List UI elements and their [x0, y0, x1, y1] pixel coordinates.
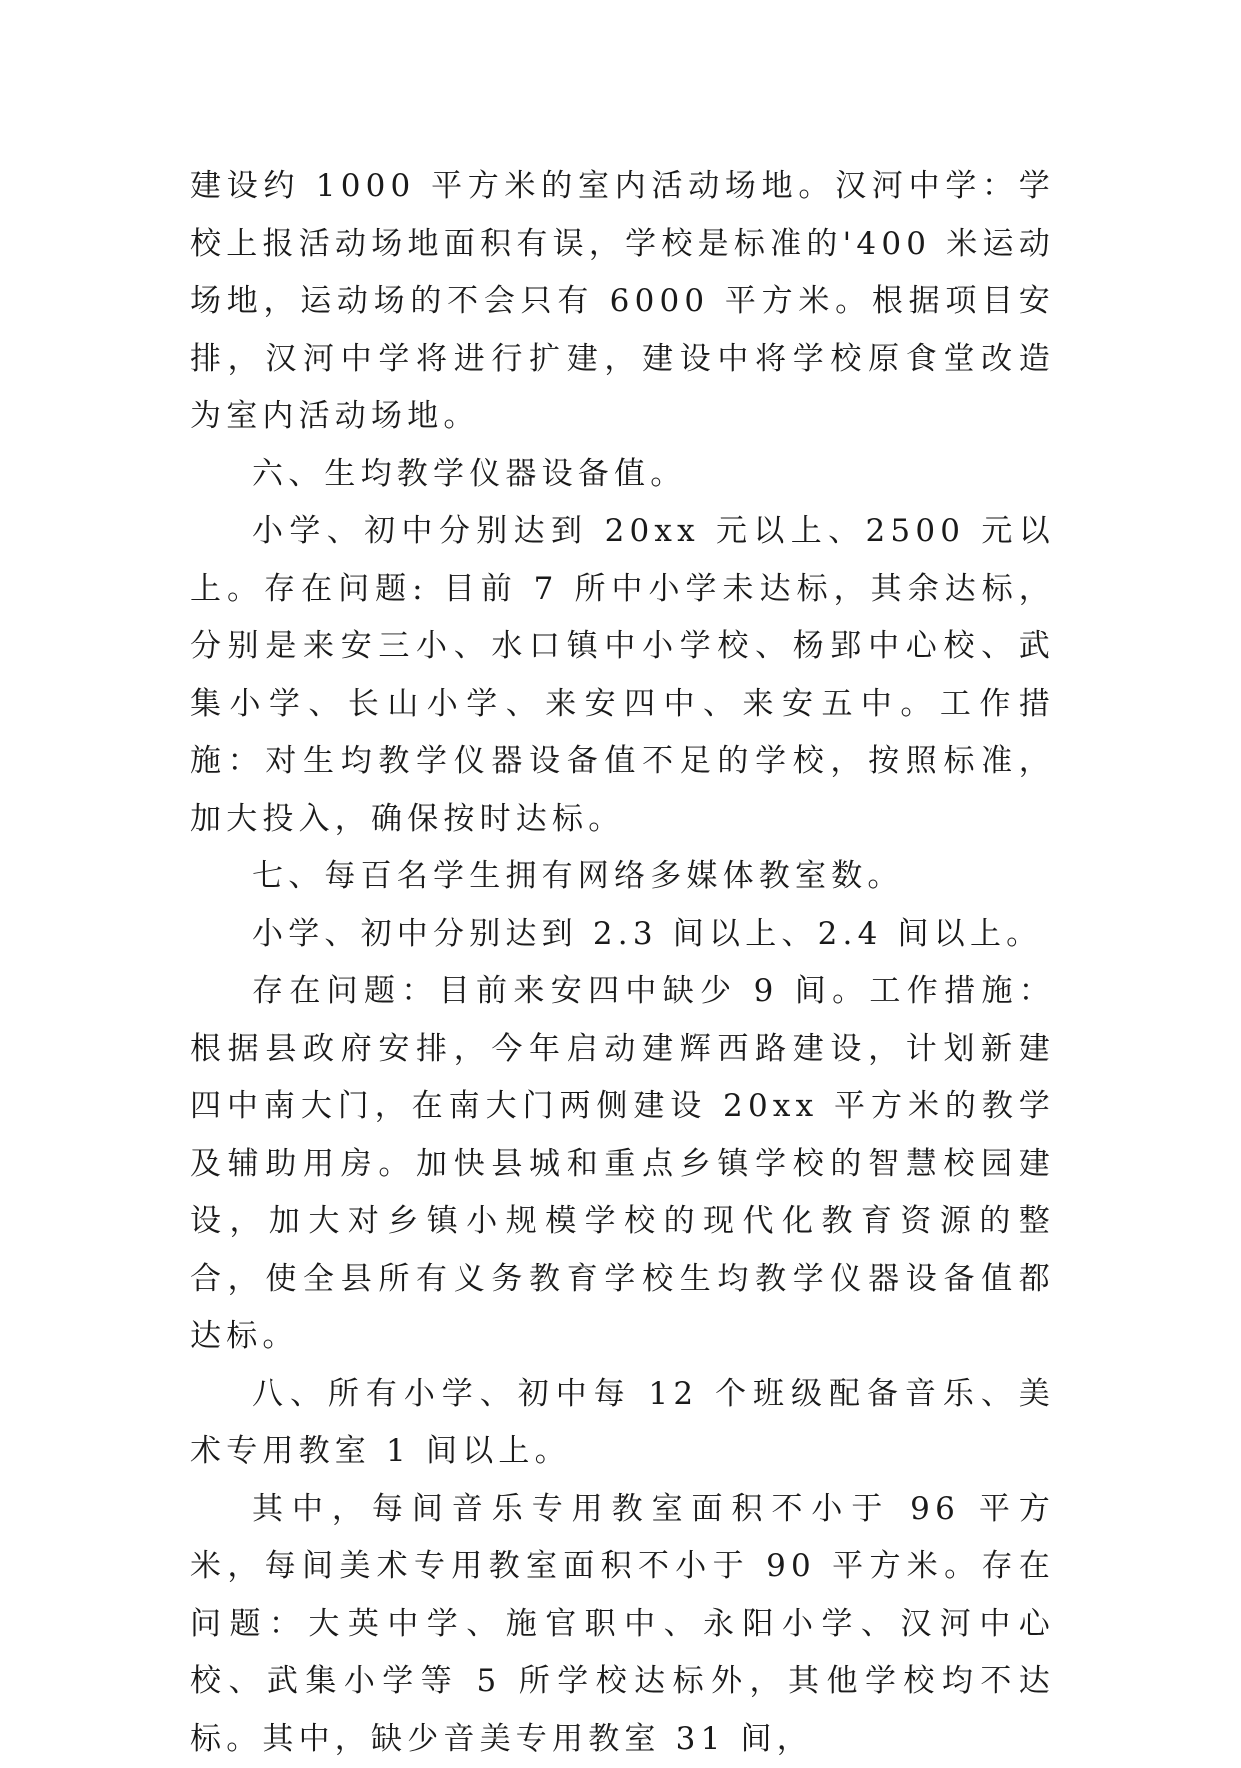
paragraph: 存在问题：目前来安四中缺少 9 间。工作措施：根据县政府安排，今年启动建辉西路建设，计划新建四中南大门，在南大门两侧建设 20xx 平方米的教学及辅助用房。加快县城和重点乡镇学校的智慧校园建设，加大对乡镇小规模学校的现代化教育资源的整合，使全县所有义务教育学校生均教学仪器设备值都达标。	[190, 963, 1055, 1366]
paragraph: 其中，每间音乐专用教室面积不小于 96 平方米，每间美术专用教室面积不小于 90 平方米。存在问题：大英中学、施官职中、永阳小学、汉河中心校、武集小学等 5 所学校达标外，其他学校均不达标。其中，缺少音美专用教室 31 间，	[190, 1481, 1055, 1768]
document-body	[190, 158, 1055, 1768]
paragraph: 小学、初中分别达到 20xx 元以上、2500 元以上。存在问题: 目前 7 所中小学未达标，其余达标，分别是来安三小、水口镇中小学校、杨郢中心校、武集小学、长山小学、来安四中、来安五中。工作措施：对生均教学仪器设备值不足的学校，按照标准，加大投入，确保按时达标。	[190, 503, 1055, 848]
section-heading-eight: 八、所有小学、初中每 12 个班级配备音乐、美术专用教室 1 间以上。	[190, 1366, 1055, 1481]
section-heading-six: 六、生均教学仪器设备值。	[190, 446, 1055, 504]
paragraph-continuation: 建设约 1000 平方米的室内活动场地。汉河中学：学校上报活动场地面积有误，学校是标准的'400 米运动场地，运动场的不会只有 6000 平方米。根据项目安排，汉河中学将进行扩建，建设中将学校原食堂改造为室内活动场地。	[190, 158, 1055, 446]
section-heading-seven: 七、每百名学生拥有网络多媒体教室数。	[190, 848, 1055, 906]
paragraph: 小学、初中分别达到 2.3 间以上、2.4 间以上。	[190, 906, 1055, 964]
